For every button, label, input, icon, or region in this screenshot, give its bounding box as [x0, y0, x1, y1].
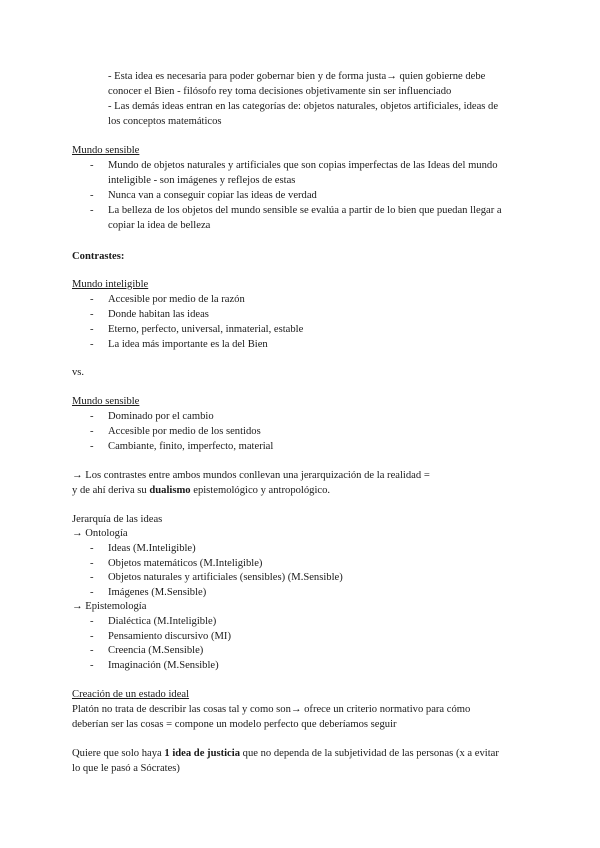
- list-item-text: Objetos naturales y artificiales (sensibles) (M.Sensible): [108, 572, 343, 583]
- list-item-text: copiar la idea de belleza: [108, 220, 211, 231]
- conclusion-line-1: → Los contrastes entre ambos mundos conllevan una jerarquización de la realidad =: [72, 470, 430, 481]
- ontologia-label: → Ontología: [72, 528, 128, 539]
- list-item-text: Ideas (M.Inteligible): [108, 543, 196, 554]
- list-bullet: -: [90, 645, 94, 656]
- list-item-text: Donde habitan las ideas: [108, 309, 209, 320]
- section-heading-estado-ideal: Creación de un estado ideal: [72, 689, 190, 700]
- list-bullet: -: [90, 160, 94, 171]
- justicia-text: que no dependa de la subjetividad de las personas (x a evitar: [240, 748, 499, 759]
- list-item-text: Nunca van a conseguir copiar las ideas de verdad: [108, 190, 317, 201]
- list-bullet: -: [90, 558, 94, 569]
- intro-line-1: - Esta idea es necesaria para poder gobernar bien y de forma justa→ quien gobierne debe: [108, 71, 486, 82]
- epistemologia-label: → Epistemología: [72, 601, 147, 612]
- justicia-emphasis: 1 idea de justicia: [164, 748, 241, 759]
- conclusion-text: epistemológico y antropológico.: [190, 485, 331, 496]
- list-item-text: Cambiante, finito, imperfecto, material: [108, 441, 274, 452]
- list-item-text: Dominado por el cambio: [108, 411, 214, 422]
- list-bullet: -: [90, 616, 94, 627]
- intro-line-3: - Las demás ideas entran en las categorías de: objetos naturales, objetos artificiales, ideas de: [108, 101, 499, 112]
- list-bullet: -: [90, 294, 94, 305]
- list-item-text: Creencia (M.Sensible): [108, 645, 204, 656]
- list-bullet: -: [90, 324, 94, 335]
- conclusion-emphasis: dualismo: [149, 485, 191, 496]
- subheading-mundo-sensible: Mundo sensible: [72, 396, 140, 407]
- list-item-text: Objetos matemáticos (M.Inteligible): [108, 558, 263, 569]
- list-bullet: -: [90, 441, 94, 452]
- list-bullet: -: [90, 190, 94, 201]
- justicia-line-1: [72, 747, 499, 762]
- intro-line-4: los conceptos matemáticos: [108, 116, 222, 127]
- list-bullet: -: [90, 587, 94, 598]
- list-bullet: -: [90, 426, 94, 437]
- list-bullet: -: [90, 411, 94, 422]
- list-bullet: -: [90, 631, 94, 642]
- conclusion-line-2: [72, 484, 330, 499]
- subheading-mundo-inteligible: Mundo inteligible: [72, 279, 149, 290]
- estado-line-2: deberían ser las cosas = compone un modelo perfecto que deberíamos seguir: [72, 719, 397, 730]
- list-item-text: Eterno, perfecto, universal, inmaterial, estable: [108, 324, 304, 335]
- list-item-text: La idea más importante es la del Bien: [108, 339, 268, 350]
- versus-label: vs.: [72, 367, 85, 378]
- list-bullet: -: [90, 309, 94, 320]
- list-item-text: Imaginación (M.Sensible): [108, 660, 219, 671]
- section-heading-mundo-sensible: Mundo sensible: [72, 145, 140, 156]
- section-heading-contrastes: Contrastes:: [72, 251, 125, 262]
- list-bullet: -: [90, 205, 94, 216]
- list-item-text: Mundo de objetos naturales y artificiales que son copias imperfectas de las Ideas del mundo: [108, 160, 498, 171]
- list-item-text: Imágenes (M.Sensible): [108, 587, 207, 598]
- list-item-text: inteligible - son imágenes y reflejos de estas: [108, 175, 296, 186]
- jerarquia-heading: Jerarquía de las ideas: [72, 514, 163, 525]
- estado-line-1: Platón no trata de describir las cosas tal y como son→ ofrece un criterio normativo para cómo: [72, 704, 471, 715]
- list-item-text: Accesible por medio de los sentidos: [108, 426, 261, 437]
- list-bullet: -: [90, 339, 94, 350]
- list-bullet: -: [90, 572, 94, 583]
- list-item-text: Dialéctica (M.Inteligible): [108, 616, 217, 627]
- intro-line-2: conocer el Bien - filósofo rey toma decisiones objetivamente sin ser influenciado: [108, 86, 452, 97]
- justicia-text: Quiere que solo haya: [72, 748, 165, 759]
- list-bullet: -: [90, 660, 94, 671]
- list-item-text: Pensamiento discursivo (MI): [108, 631, 231, 642]
- list-bullet: -: [90, 543, 94, 554]
- list-item-text: Accesible por medio de la razón: [108, 294, 245, 305]
- conclusion-text: y de ahí deriva su: [72, 485, 150, 496]
- list-item-text: La belleza de los objetos del mundo sensible se evalúa a partir de lo bien que puedan llegar a: [108, 205, 502, 216]
- justicia-line-2: lo que le pasó a Sócrates): [72, 763, 180, 774]
